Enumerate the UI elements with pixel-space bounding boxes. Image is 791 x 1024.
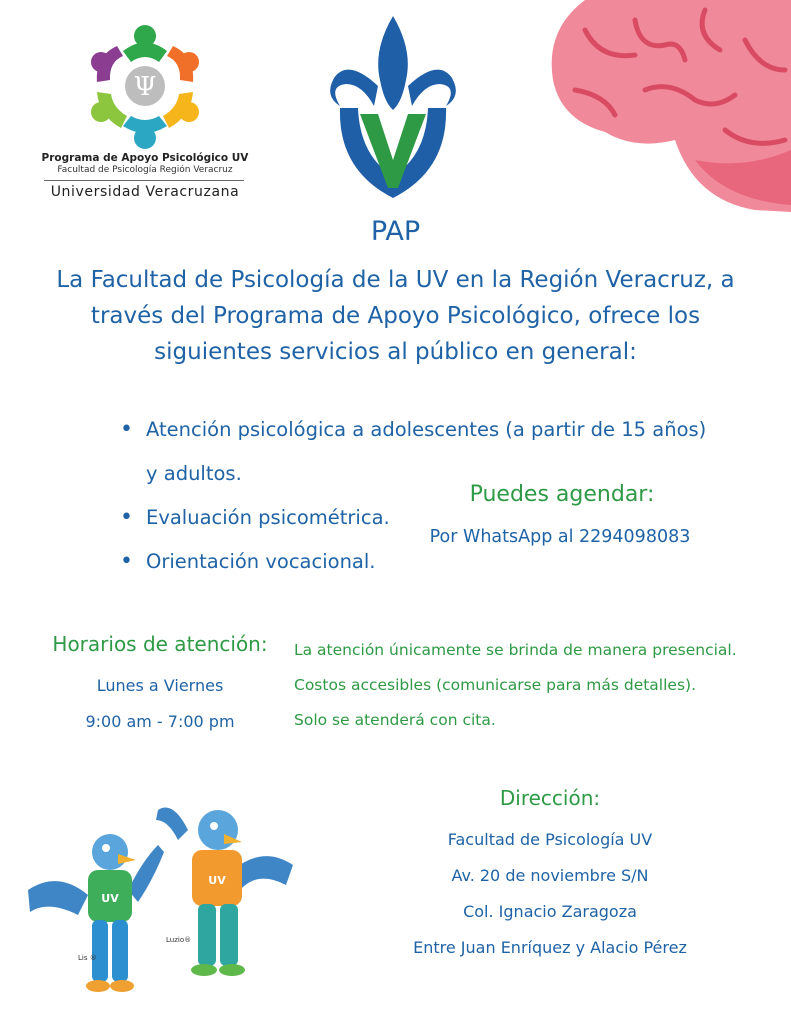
notes-block	[294, 633, 764, 738]
page-title: PAP	[370, 216, 421, 247]
hours-heading: Horarios de atención:	[52, 632, 268, 656]
mascots-illustration	[18, 790, 308, 1010]
service-text: Atención psicológica a adolescentes (a partir de 15 años)	[146, 418, 707, 441]
address-block	[380, 822, 720, 966]
bullet: •	[120, 505, 133, 530]
whatsapp-contact: Por WhatsApp al 2294098083	[429, 527, 691, 547]
mascot-right	[156, 808, 293, 977]
bullet: •	[120, 549, 133, 574]
svg-text:UV: UV	[208, 874, 226, 887]
service-text: y adultos.	[146, 462, 242, 485]
svg-text:UV: UV	[101, 892, 119, 905]
address-line: Entre Juan Enríquez y Alacio Pérez	[413, 938, 687, 957]
brain-illustration	[545, 0, 791, 215]
service-text: Orientación vocacional.	[146, 550, 376, 573]
university-name: Universidad Veracruzana	[50, 184, 240, 200]
address-line: Av. 20 de noviembre S/N	[451, 866, 649, 885]
uv-emblem-logo	[318, 10, 468, 200]
svg-text:Lis ®: Lis ®	[78, 954, 97, 962]
logo-caption-subtitle: Facultad de Psicología Región Veracruz	[57, 165, 233, 175]
note-line: La atención únicamente se brinda de manera presencial.	[294, 641, 737, 659]
hours-time: 9:00 am - 7:00 pm	[85, 712, 235, 731]
note-line: Costos accesibles (comunicarse para más detalles).	[294, 676, 697, 694]
pap-logo	[40, 14, 250, 204]
mascot-left	[28, 834, 164, 992]
service-text: Evaluación psicométrica.	[146, 506, 390, 529]
logo-divider	[44, 180, 244, 181]
list-item	[118, 408, 718, 452]
note-line: Solo se atenderá con cita.	[294, 711, 496, 729]
address-line: Facultad de Psicología UV	[447, 830, 653, 849]
logo-caption-title: Programa de Apoyo Psicológico UV	[41, 152, 249, 164]
hours-days: Lunes a Viernes	[96, 676, 224, 695]
address-line: Col. Ignacio Zaragoza	[463, 902, 637, 921]
logo-symbol: Ψ	[133, 72, 157, 102]
intro-paragraph: La Facultad de Psicología de la UV en la Región Veracruz, a través del Programa de Apoyo Psicológico, ofrece los siguientes servicios al público en general:	[56, 267, 735, 365]
bullet: •	[120, 417, 133, 442]
address-heading: Dirección:	[499, 786, 601, 810]
schedule-heading: Puedes agendar:	[469, 482, 655, 507]
svg-text:Luzio®: Luzio®	[166, 936, 192, 944]
